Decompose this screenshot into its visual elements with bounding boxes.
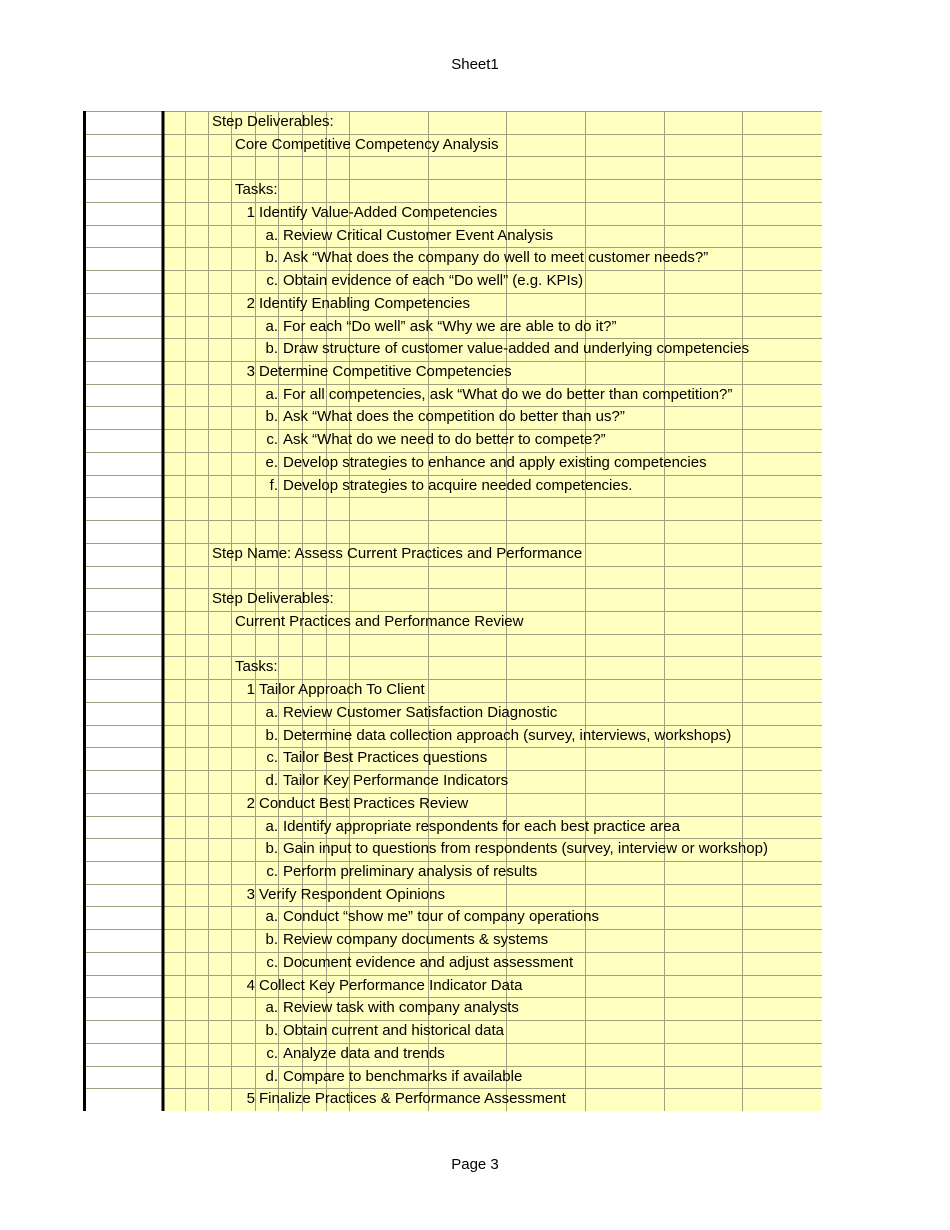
item-text: Collect Key Performance Indicator Data: [259, 976, 523, 994]
item-text: Determine data collection approach (survey, interviews, workshops): [283, 726, 732, 744]
task-row: [83, 202, 822, 225]
item-text: Current Practices and Performance Review: [235, 613, 524, 630]
task-row: [83, 975, 822, 998]
item-text: Tailor Key Performance Indicators: [283, 772, 509, 790]
item-text: Review task with company analysts: [283, 999, 519, 1017]
item-text: Draw structure of customer value-added and underlying competencies: [283, 340, 750, 358]
item-number: 2: [246, 794, 255, 812]
subtask-row: [83, 338, 822, 361]
item-number: d.: [265, 1067, 278, 1085]
item-text: Identify appropriate respondents for each best practice area: [283, 817, 680, 835]
blank-row: [83, 156, 822, 179]
page-header: Sheet1: [451, 56, 499, 73]
spreadsheet-grid: [83, 111, 822, 1111]
subtask-row: [83, 702, 822, 725]
item-number: b.: [265, 840, 278, 858]
item-number: a.: [265, 226, 278, 244]
item-number: b.: [265, 1022, 278, 1040]
subtask-row: [83, 997, 822, 1020]
subtask-row: [83, 1020, 822, 1043]
item-text: Step Deliverables:: [212, 590, 334, 608]
item-text: Gain input to questions from respondents (survey, interview or workshop): [283, 840, 768, 858]
task-row: [83, 793, 822, 816]
subtask-row: [83, 952, 822, 975]
item-number: c.: [266, 1044, 278, 1062]
item-text: Develop strategies to enhance and apply existing competencies: [283, 453, 707, 471]
item-text: Step Name: Assess Current Practices and Performance: [212, 544, 583, 562]
subtask-row: [83, 384, 822, 407]
item-number: b.: [265, 726, 278, 744]
item-text: Develop strategies to acquire needed competencies.: [283, 476, 633, 494]
subtask-row: [83, 1066, 822, 1089]
item-number: 5: [246, 1090, 255, 1108]
item-text: Perform preliminary analysis of results: [283, 863, 538, 880]
task-row: [83, 1088, 822, 1111]
item-number: b.: [265, 931, 278, 949]
item-text: Conduct “show me” tour of company operations: [283, 908, 599, 926]
item-text: Tailor Approach To Client: [259, 681, 425, 699]
subtask-row: [83, 406, 822, 429]
blank-row: [83, 634, 822, 657]
item-number: b.: [265, 408, 278, 426]
item-number: 2: [246, 294, 255, 312]
item-number: c.: [266, 272, 278, 290]
blank-row: [83, 497, 822, 520]
item-text: Tailor Best Practices questions: [283, 749, 488, 767]
subtask-row: [83, 861, 822, 884]
item-text: Determine Competitive Competencies: [259, 363, 512, 380]
task-row: [83, 293, 822, 316]
subtask-row: [83, 1043, 822, 1066]
subtask-row: [83, 770, 822, 793]
sub-row: [83, 134, 822, 157]
item-number: 3: [246, 885, 255, 903]
item-text: Obtain evidence of each “Do well” (e.g. KPIs): [283, 272, 584, 290]
sub-row: [83, 656, 822, 679]
subtask-row: [83, 225, 822, 248]
subtask-row: [83, 747, 822, 770]
subtask-row: [83, 725, 822, 748]
item-number: a.: [265, 317, 278, 335]
item-text: Tasks:: [235, 658, 278, 676]
subtask-row: [83, 429, 822, 452]
item-text: Finalize Practices & Performance Assessment: [259, 1090, 566, 1108]
item-number: a.: [265, 999, 278, 1017]
item-text: Obtain current and historical data: [283, 1022, 504, 1040]
item-text: Ask “What does the company do well to meet customer needs?”: [283, 249, 709, 267]
sub-row: [83, 179, 822, 202]
heading-row: [83, 588, 822, 611]
item-text: Review company documents & systems: [283, 931, 549, 949]
item-number: c.: [266, 953, 278, 971]
subtask-row: [83, 270, 822, 293]
item-text: Review Critical Customer Event Analysis: [283, 226, 554, 244]
heading-row: [83, 543, 822, 566]
item-number: a.: [265, 817, 278, 835]
item-text: Conduct Best Practices Review: [259, 794, 469, 812]
task-row: [83, 361, 822, 384]
item-number: a.: [265, 703, 278, 721]
item-text: Analyze data and trends: [283, 1044, 445, 1062]
subtask-row: [83, 316, 822, 339]
item-number: f.: [269, 476, 278, 494]
item-number: a.: [265, 908, 278, 926]
subtask-row: [83, 816, 822, 839]
item-text: Compare to benchmarks if available: [283, 1067, 523, 1085]
task-row: [83, 679, 822, 702]
item-text: For all competencies, ask “What do we do better than competition?”: [283, 385, 733, 403]
item-text: Identify Value-Added Competencies: [259, 203, 498, 221]
item-text: Identify Enabling Competencies: [259, 294, 470, 312]
item-text: Document evidence and adjust assessment: [283, 953, 574, 971]
item-number: d.: [265, 772, 278, 790]
item-number: 1: [246, 203, 255, 221]
subtask-row: [83, 247, 822, 270]
item-number: a.: [265, 385, 278, 403]
page-footer: Page 3: [451, 1156, 499, 1173]
item-number: c.: [266, 749, 278, 767]
item-number: e.: [265, 453, 278, 471]
item-number: b.: [265, 249, 278, 267]
item-number: c.: [266, 863, 278, 880]
subtask-row: [83, 929, 822, 952]
item-number: 1: [246, 681, 255, 699]
item-text: Verify Respondent Opinions: [259, 885, 445, 903]
item-text: Tasks:: [235, 181, 278, 199]
task-row: [83, 884, 822, 907]
item-text: Core Competitive Competency Analysis: [235, 135, 499, 153]
subtask-row: [83, 906, 822, 929]
item-text: Ask “What does the competition do better than us?”: [283, 408, 625, 426]
item-number: 4: [246, 976, 255, 994]
blank-row: [83, 520, 822, 543]
sub-row: [83, 611, 822, 634]
subtask-row: [83, 838, 822, 861]
heading-row: [83, 111, 822, 134]
subtask-row: [83, 475, 822, 498]
item-text: Ask “What do we need to do better to compete?”: [283, 431, 606, 449]
item-number: b.: [265, 340, 278, 358]
subtask-row: [83, 452, 822, 475]
blank-row: [83, 566, 822, 589]
item-text: For each “Do well” ask “Why we are able to do it?”: [283, 317, 617, 335]
item-text: Review Customer Satisfaction Diagnostic: [283, 703, 558, 721]
item-text: Step Deliverables:: [212, 113, 334, 130]
item-number: c.: [266, 431, 278, 449]
item-number: 3: [246, 363, 255, 380]
